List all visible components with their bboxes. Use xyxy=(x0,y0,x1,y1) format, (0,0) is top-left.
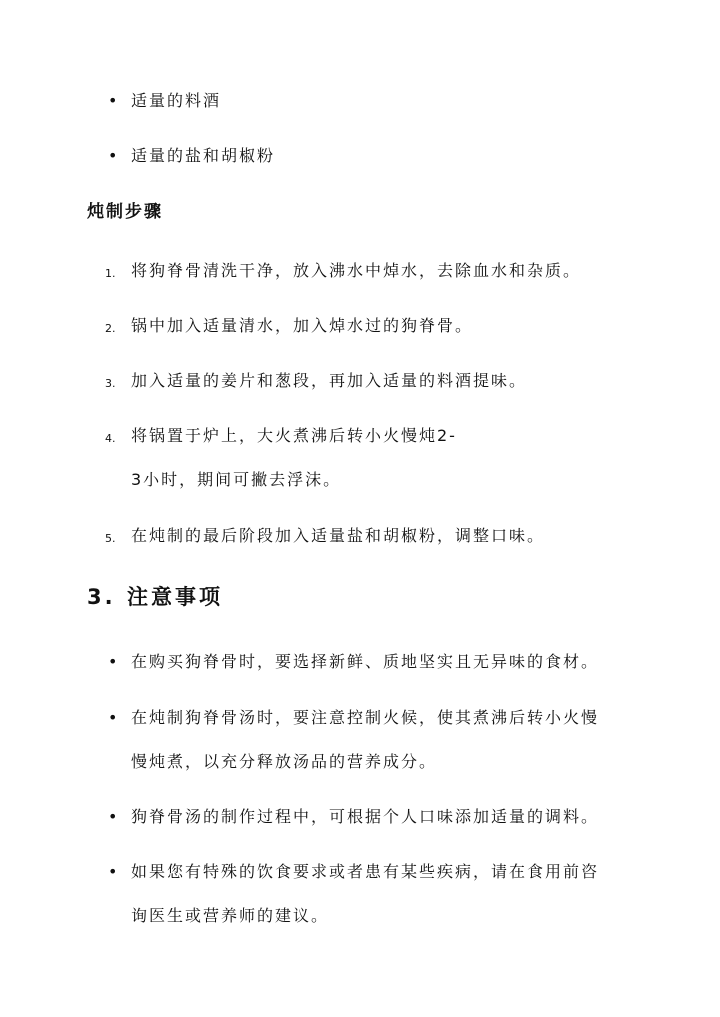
note-text: 如果您有特殊的饮食要求或者患有某些疾病，请在食用前咨 xyxy=(131,862,600,881)
bullet-marker: • xyxy=(108,652,120,671)
step-4-continuation: 3小时，期间可撇去浮沫。 xyxy=(131,470,342,489)
note-text: 狗脊骨汤的制作过程中，可根据个人口味添加适量的调料。 xyxy=(131,807,600,826)
step-text: 将狗脊骨清洗干净，放入沸水中焯水，去除血水和杂质。 xyxy=(131,261,582,280)
note-4-continuation: 询医生或营养师的建议。 xyxy=(131,906,330,925)
step-text: 锅中加入适量清水，加入焯水过的狗脊骨。 xyxy=(131,316,474,335)
note-text: 在炖制狗脊骨汤时，要注意控制火候，使其煮沸后转小火慢 xyxy=(131,708,600,727)
steps-heading: 炖制步骤 xyxy=(87,202,163,222)
bullet-marker: • xyxy=(108,708,120,727)
step-text: 将锅置于炉上，大火煮沸后转小火慢炖2- xyxy=(131,426,457,445)
bullet-marker: • xyxy=(108,807,120,826)
note-text: 在购买狗脊骨时，要选择新鲜、质地坚实且无异味的食材。 xyxy=(131,652,600,671)
bullet-marker: • xyxy=(108,862,120,881)
step-text: 加入适量的姜片和葱段，再加入适量的料酒提味。 xyxy=(131,371,528,390)
bullet-marker: • xyxy=(108,91,120,110)
step-number: 2. xyxy=(105,322,116,335)
step-number: 4. xyxy=(105,432,116,445)
section-title: 注意事项 xyxy=(127,585,223,609)
notes-heading xyxy=(87,583,223,611)
note-2-continuation: 慢炖煮，以充分释放汤品的营养成分。 xyxy=(131,752,438,771)
step-number: 3. xyxy=(105,377,116,390)
ingredient-text: 适量的料酒 xyxy=(131,91,222,110)
step-text: 在炖制的最后阶段加入适量盐和胡椒粉，调整口味。 xyxy=(131,526,546,545)
ingredient-text: 适量的盐和胡椒粉 xyxy=(131,146,276,165)
bullet-marker: • xyxy=(108,146,120,165)
section-number: 3. xyxy=(87,585,116,609)
step-number: 1. xyxy=(105,267,116,280)
step-number: 5. xyxy=(105,532,116,545)
